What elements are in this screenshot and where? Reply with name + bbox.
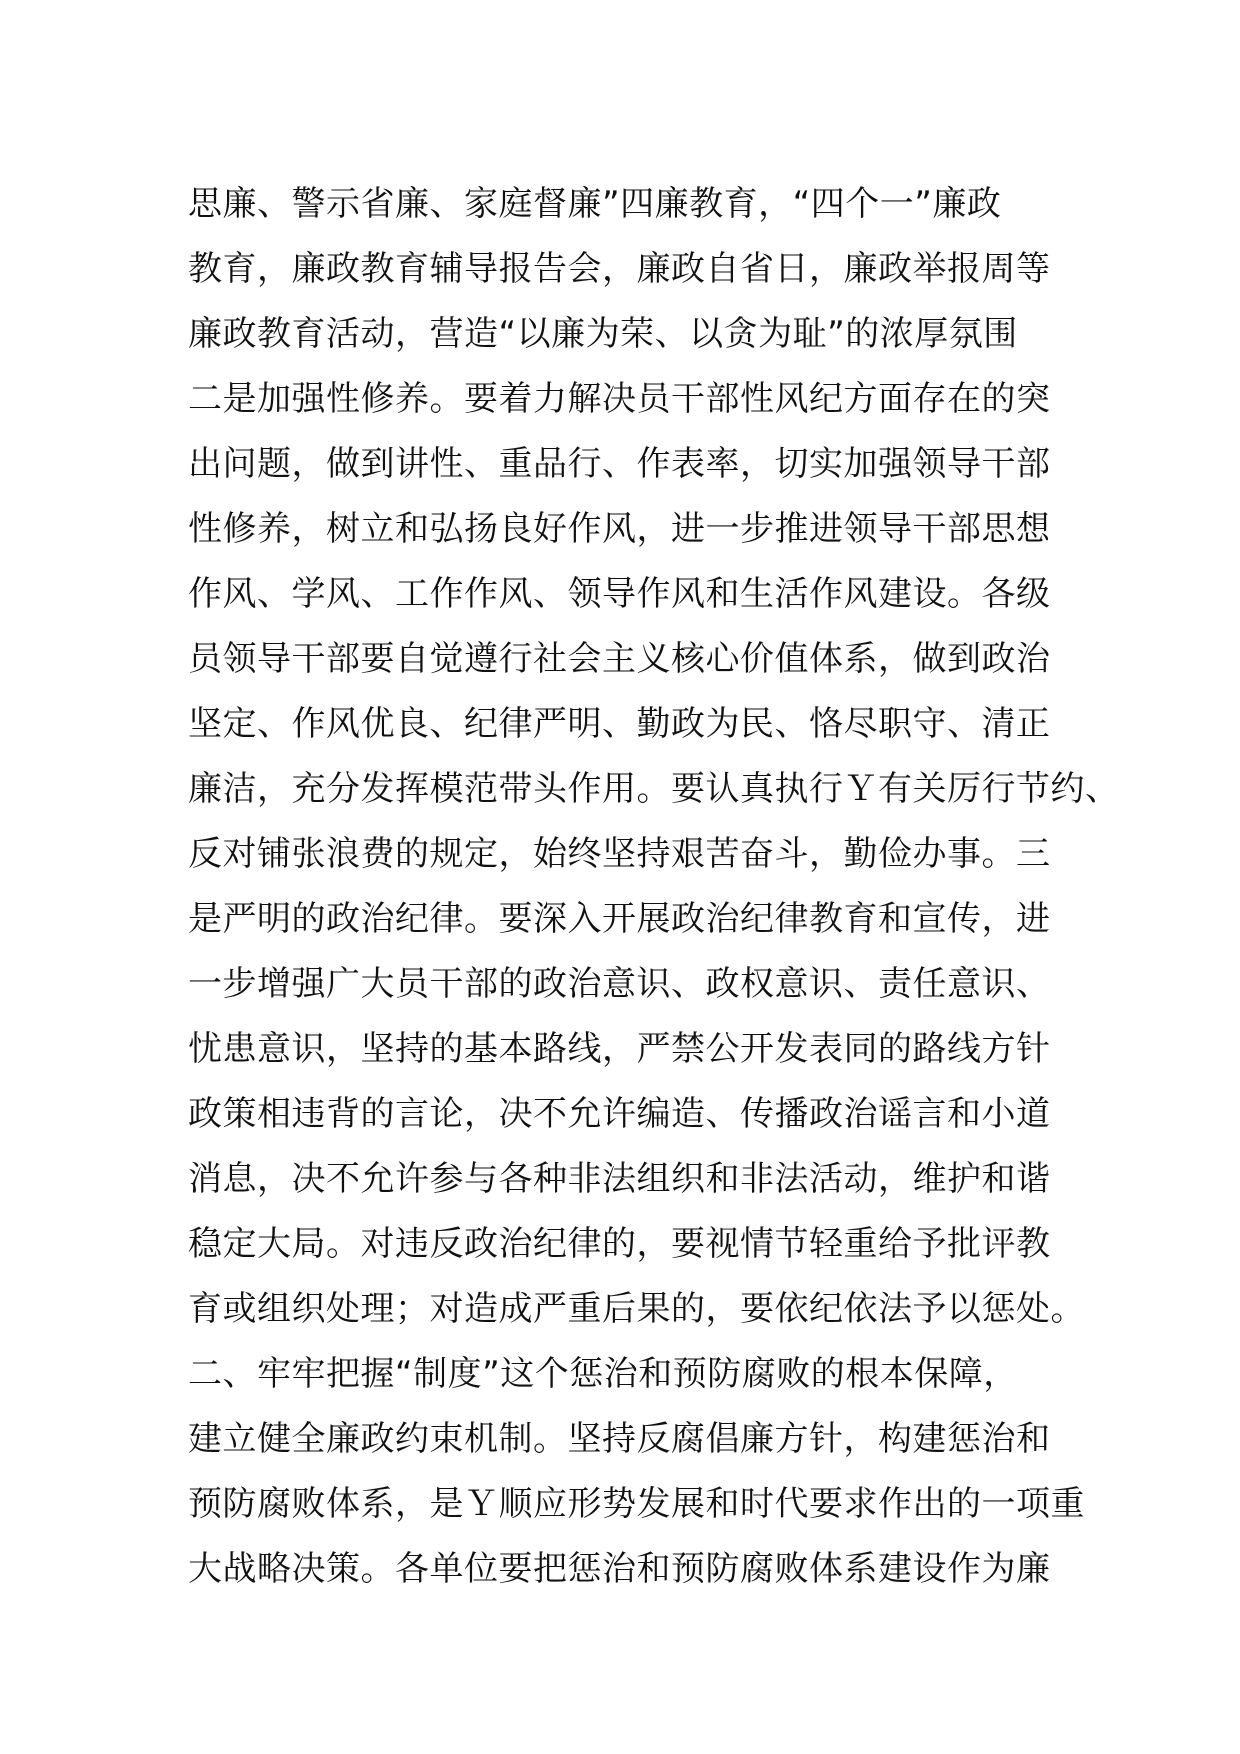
text-line: 消息，决不允许参与各种非法组织和非法活动，维护和谐	[188, 1159, 1051, 1199]
text-line: 廉洁，充分发挥模范带头作用。要认真执行Ｙ有关厉行节约、	[188, 769, 1120, 809]
text-line: 反对铺张浪费的规定，始终坚持艰苦奋斗，勤俭办事。三	[188, 834, 1051, 874]
text-line: 育或组织处理；对造成严重后果的，要依纪依法予以惩处。	[188, 1289, 1085, 1329]
text-line: 性修养，树立和弘扬良好作风，进一步推进领导干部思想	[188, 509, 1051, 549]
text-line: 一步增强广大员干部的政治意识、政权意识、责任意识、	[188, 964, 1051, 1004]
text-line: 二、牢牢把握“制度”这个惩治和预防腐败的根本保障，	[188, 1354, 1018, 1394]
text-line: 二是加强性修养。要着力解决员干部性风纪方面存在的突	[188, 379, 1051, 419]
text-line: 稳定大局。对违反政治纪律的，要视情节轻重给予批评教	[188, 1224, 1051, 1264]
text-line: 思廉、警示省廉、家庭督廉”四廉教育，“四个一”廉政	[188, 184, 1002, 224]
text-line: 大战略决策。各单位要把惩治和预防腐败体系建设作为廉	[188, 1549, 1051, 1589]
text-line: 建立健全廉政约束机制。坚持反腐倡廉方针，构建惩治和	[188, 1419, 1051, 1459]
text-line: 预防腐败体系，是Ｙ顺应形势发展和时代要求作出的一项重	[188, 1484, 1085, 1524]
text-line: 忧患意识，坚持的基本路线，严禁公开发表同的路线方针	[188, 1029, 1051, 1069]
text-line: 作风、学风、工作作风、领导作风和生活作风建设。各级	[188, 574, 1051, 614]
text-line: 出问题，做到讲性、重品行、作表率，切实加强领导干部	[188, 444, 1051, 484]
text-line: 员领导干部要自觉遵行社会主义核心价值体系，做到政治	[188, 639, 1051, 679]
text-line: 坚定、作风优良、纪律严明、勤政为民、恪尽职守、清正	[188, 704, 1051, 744]
text-line: 教育，廉政教育辅导报告会，廉政自省日，廉政举报周等	[188, 249, 1051, 289]
text-line: 是严明的政治纪律。要深入开展政治纪律教育和宣传，进	[188, 899, 1051, 939]
body-text	[188, 172, 1120, 1602]
text-line: 政策相违背的言论，决不允许编造、传播政治谣言和小道	[188, 1094, 1051, 1134]
text-line: 廉政教育活动，营造“以廉为荣、以贪为耻”的浓厚氛围	[188, 314, 1018, 354]
